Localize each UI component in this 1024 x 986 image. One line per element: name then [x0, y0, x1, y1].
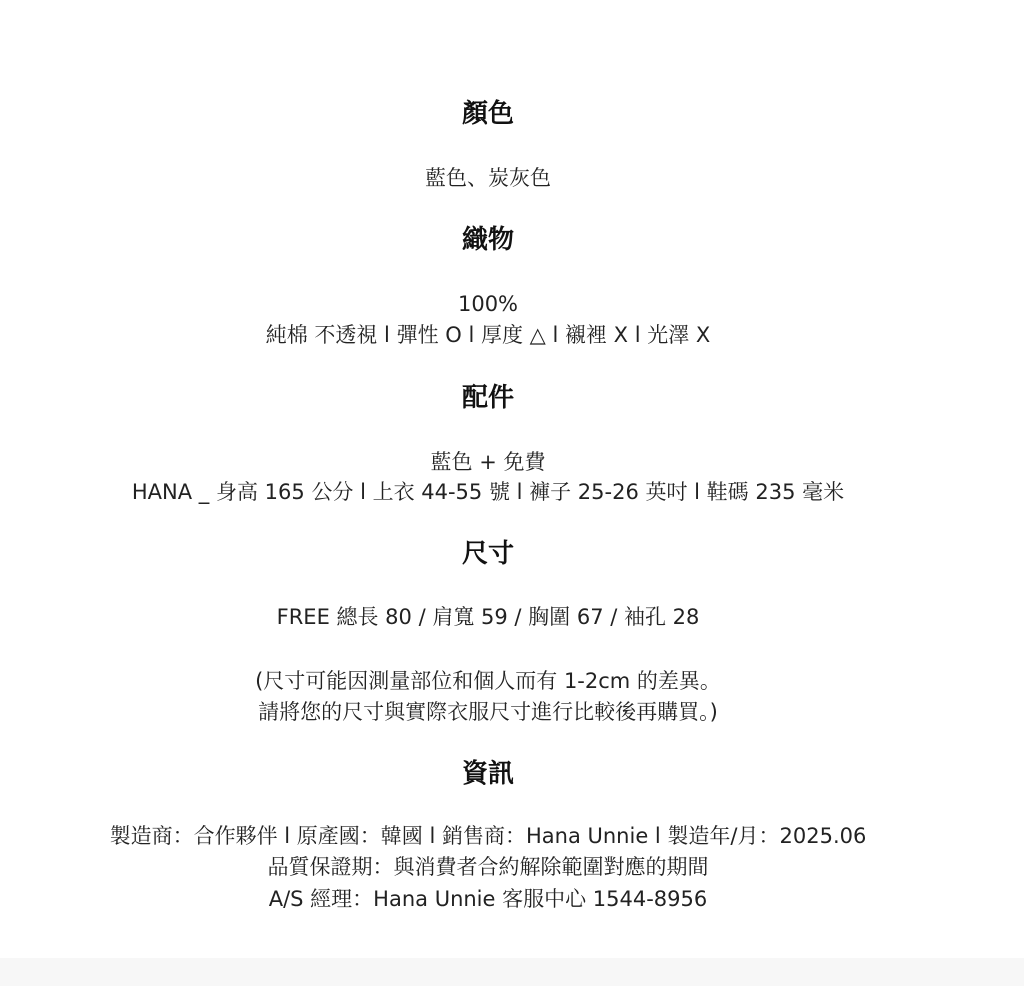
size-note-line-1: (尺寸可能因測量部位和個人而有 1-2cm 的差異。 — [255, 669, 721, 693]
size-heading: 尺寸 — [461, 539, 514, 569]
fabric-percent: 100% — [457, 292, 519, 316]
info-line-2: 品質保證期：與消費者合約解除範圍對應的期間 — [267, 855, 709, 879]
accessories-value: 藍色 + 免費 — [430, 450, 546, 474]
color-heading: 顏色 — [461, 99, 514, 129]
size-measurements: FREE 總長 80 / 肩寬 59 / 胸圍 67 / 袖孔 28 — [276, 605, 700, 629]
accessories-heading: 配件 — [461, 383, 514, 413]
model-info: HANA _ 身高 165 公分 l 上衣 44-55 號 l 褲子 25-26 英吋 l 鞋碼 235 毫米 — [131, 480, 845, 504]
info-line-1: 製造商：合作夥伴 l 原產國：韓國 l 銷售商：Hana Unnie l 製造年/月：2025.06 — [109, 824, 867, 848]
size-note-line-2: 請將您的尺寸與實際衣服尺寸進行比較後再購買。) — [258, 700, 718, 724]
info-heading: 資訊 — [461, 759, 514, 789]
color-value: 藍色、炭灰色 — [425, 166, 551, 190]
info-line-3: A/S 經理：Hana Unnie 客服中心 1544-8956 — [268, 887, 708, 911]
fabric-heading: 織物 — [461, 225, 514, 255]
fabric-details: 純棉 不透視 l 彈性 O l 厚度 △ l 襯裡 X l 光澤 X — [265, 323, 711, 347]
bottom-band — [0, 958, 1024, 986]
